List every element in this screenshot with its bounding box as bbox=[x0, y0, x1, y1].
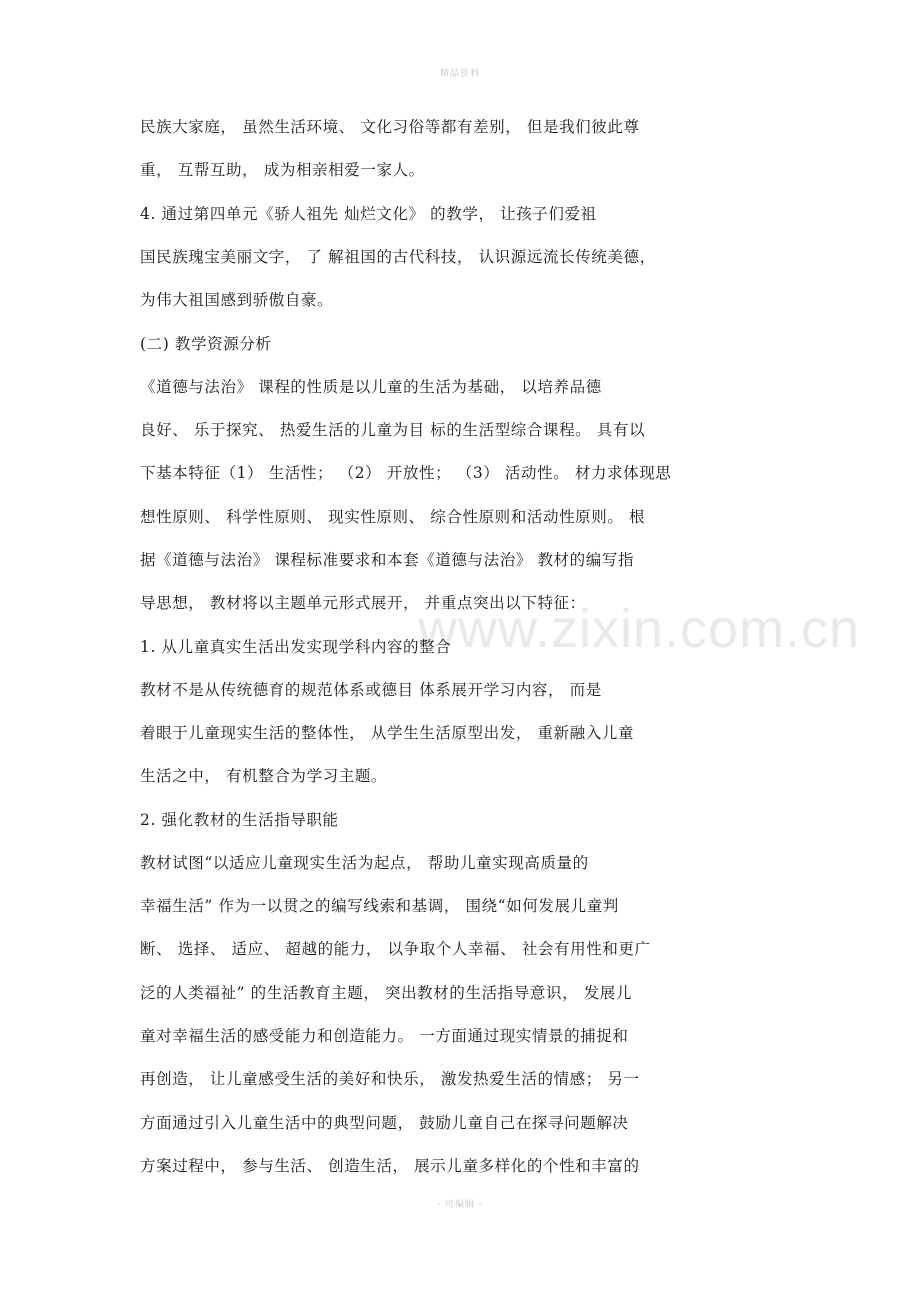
subsection-heading: 2. 强化教材的生活指导职能 bbox=[140, 811, 339, 829]
text-line: 再创造， 让儿童感受生活的美好和快乐， 激发热爱生活的情感； 另一 bbox=[140, 1070, 640, 1088]
text-line: 为伟大祖国感到骄傲自豪。 bbox=[140, 291, 334, 309]
text-line: 下基本特征（1） 生活性； （2） 开放性； （3） 活动性。 材力求体现思 bbox=[140, 464, 672, 482]
text-line: 想性原则、 科学性原则、 现实性原则、 综合性原则和活动性原则。 根 bbox=[140, 508, 646, 526]
text-line: 童对幸福生活的感受能力和创造能力。 一方面通过现实情景的捕捉和 bbox=[140, 1027, 629, 1045]
page-footer: - 可编辑 - bbox=[437, 1200, 483, 1210]
text-line: 教材不是从传统德育的规范体系或德目 体系展开学习内容， 而是 bbox=[140, 681, 602, 699]
list-item-heading: 4. 通过第四单元《骄人祖先 灿烂文化》 的教学， 让孩子们爱祖 bbox=[140, 205, 597, 223]
text-line: 方案过程中， 参与生活、 创造生活， 展示儿童多样化的个性和丰富的 bbox=[140, 1157, 640, 1175]
text-line: 着眼于儿童现实生活的整体性， 从学生生活原型出发， 重新融入儿童 bbox=[140, 724, 635, 742]
text-line: 断、 选择、 适应、 超越的能力， 以争取个人幸福、 社会有用性和更广 bbox=[140, 940, 651, 958]
page-header: 精品资料 bbox=[439, 69, 480, 79]
text-line: 良好、 乐于探究、 热爱生活的儿童为目 标的生活型综合课程。 具有以 bbox=[140, 421, 646, 439]
text-line: 泛的人类福祉” 的生活教育主题， 突出教材的生活指导意识， 发展儿 bbox=[140, 984, 633, 1002]
text-line: 导思想， 教材将以主题单元形式展开， 并重点突出以下特征： bbox=[140, 594, 586, 612]
text-line: 《道德与法治》 课程的性质是以儿童的生活为基础， 以培养品德 bbox=[140, 378, 602, 396]
text-line: 方面通过引入儿童生活中的典型问题， 鼓励儿童自己在探寻问题解决 bbox=[140, 1114, 629, 1132]
text-line: 生活之中， 有机整合为学习主题。 bbox=[140, 767, 388, 785]
text-line: 重， 互帮互助， 成为相亲相爱一家人。 bbox=[140, 161, 425, 179]
text-line: 教材试图“以适应儿童现实生活为起点， 帮助儿童实现高质量的 bbox=[140, 854, 589, 872]
text-line: 民族大家庭， 虽然生活环境、 文化习俗等都有差别， 但是我们彼此尊 bbox=[140, 118, 640, 136]
watermark: www.zixin.com.cn bbox=[418, 599, 861, 659]
text-line: 幸福生活” 作为一以贯之的编写线索和基调， 围绕“如何发展儿童判 bbox=[140, 897, 619, 915]
text-line: 国民族瑰宝美丽文字， 了 解祖国的古代科技， 认识源远流长传统美德， bbox=[140, 248, 656, 266]
subsection-heading: 1. 从儿童真实生活出发实现学科内容的整合 bbox=[140, 638, 452, 656]
text-line: 据《道德与法治》 课程标准要求和本套《道德与法治》 教材的编写指 bbox=[140, 551, 635, 569]
section-heading: (二) 教学资源分析 bbox=[140, 335, 272, 353]
